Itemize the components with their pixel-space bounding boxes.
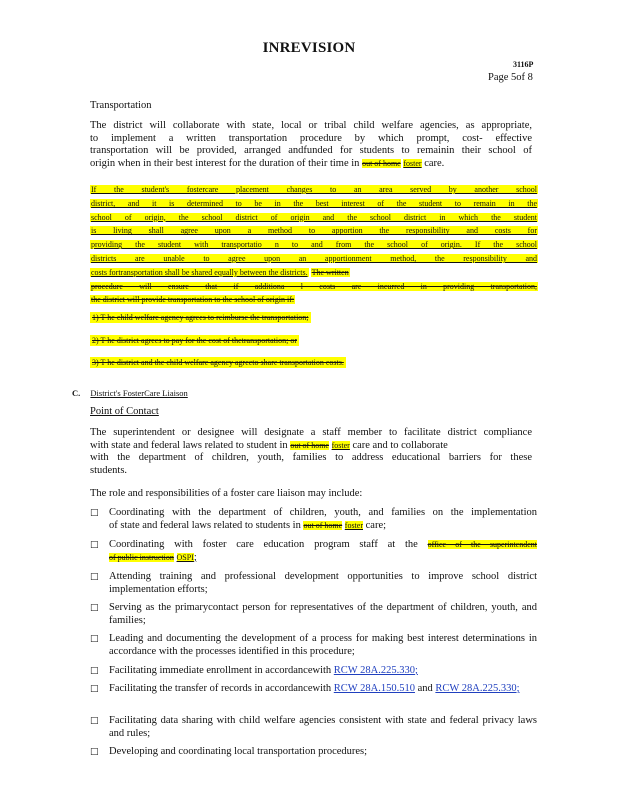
highlight-line: [90, 238, 538, 252]
struck-text: of public instruction: [109, 552, 174, 562]
struck-text: The written: [311, 267, 349, 277]
inserted-text: districts are unable to agree upon an apportionment method, the responsibility and: [91, 253, 537, 263]
text-run: ;: [516, 683, 520, 694]
checkbox-bullet-icon: □: [90, 603, 99, 613]
checkbox-bullet-icon: □: [90, 747, 99, 757]
text-run: care and to collaborate: [352, 439, 448, 451]
highlight-line: [90, 211, 538, 225]
highlight-line: [90, 197, 538, 211]
numbered-item: [90, 336, 299, 345]
text-run: care.: [424, 157, 445, 169]
list-item-text: [109, 507, 537, 532]
list-item-text: Leading and documenting the development of a process for making best interest determinations in accordance with the processes identified in this procedure;: [109, 633, 537, 657]
list-item: [90, 539, 538, 565]
section-label: C.: [72, 388, 81, 398]
checkbox-bullet-icon: □: [90, 508, 99, 518]
inserted-text: foster: [331, 440, 350, 450]
list-item-text: [109, 683, 537, 696]
numbered-item: [90, 358, 346, 367]
list-item-text: Facilitating data sharing with child welfare agencies consistent with state and federal privacy laws and rules;: [109, 715, 537, 739]
text-run: Coordinating with foster care education program staff at the: [109, 539, 418, 550]
list-item-text: [109, 539, 537, 564]
liaison-intro-paragraph: [90, 427, 532, 477]
transportation-heading: Transportation: [90, 100, 152, 111]
policy-code: 3116P: [513, 60, 534, 69]
paragraph-line: students.: [90, 464, 128, 476]
highlight-line: [90, 266, 538, 280]
checkbox-bullet-icon: □: [90, 716, 99, 726]
inserted-text: foster: [344, 520, 363, 530]
point-of-contact-heading: Point of Contact: [90, 406, 159, 417]
text-run: with state and federal laws related to student in: [90, 439, 288, 451]
paragraph-line: The superintendent or designee will designate a staff member to facilitate district compliance: [90, 427, 532, 438]
paragraph-line: transportation will be provided, arranged andfunded for students to remainin their school of: [90, 145, 532, 156]
inserted-text: is living shall agree upon a method to apportion the responsibility and costs for: [91, 226, 537, 236]
highlight-line: [90, 224, 538, 238]
page-count: 5of 8: [511, 72, 533, 83]
paragraph-line: The district will collaborate with state, local or tribal child welfare agencies, as appropriate,: [90, 120, 532, 131]
checkbox-bullet-icon: □: [90, 540, 99, 550]
paragraph-line: with the department of children, youth, families to address educational barriers for these: [90, 452, 532, 463]
section-title: District's FosterCare Liaison: [90, 388, 188, 398]
checkbox-bullet-icon: □: [90, 684, 99, 694]
inserted-text: providing the student with transportatio n to and from the school of origin. If the school: [91, 240, 537, 250]
text-run: Facilitating the transfer of records in accordancewith: [109, 683, 332, 694]
role-intro: The role and responsibilities of a foster care liaison may include:: [90, 488, 363, 499]
document-title: INREVISION: [262, 40, 356, 56]
struck-text: 3) T he district and the child welfare agency agreeto share transportation costs.: [92, 358, 344, 367]
text-run: care;: [365, 519, 387, 531]
rcw-link[interactable]: RCW 28A.150.510: [333, 683, 415, 694]
transportation-paragraph: [90, 120, 532, 170]
struck-text: out of home: [290, 440, 329, 450]
paragraph-line: to implement a written transportation procedure by which prompt, cost- effective: [90, 132, 532, 144]
highlight-line: [90, 183, 538, 197]
checkbox-bullet-icon: □: [90, 572, 99, 582]
page-number: [488, 72, 533, 83]
text-run: Coordinating with the department of children, youth, and families on the implementation: [109, 507, 537, 518]
section-c-heading: [72, 388, 188, 398]
list-item-text: Serving as the primarycontact person for representatives of the department of children, youth, and families;: [109, 602, 537, 626]
paragraph-line: [90, 158, 532, 171]
numbered-item: [90, 313, 311, 322]
struck-text: procedure will ensure that if additiona l costs are incurred in providing transportation,: [91, 281, 537, 291]
rcw-link[interactable]: RCW 28A.225.330: [333, 665, 415, 676]
list-item-text: Developing and coordinating local transportation procedures;: [109, 746, 368, 757]
list-item-text: [109, 665, 537, 678]
inserted-text: costs fortransportation shall be shared equally between the districts.: [91, 267, 308, 277]
highlight-line: [90, 252, 538, 266]
struck-text: 2) T he district agrees to pay for the cost of thetransportation; or: [92, 336, 297, 345]
text-run: of state and federal laws related to students in: [109, 519, 301, 531]
inserted-text: district, and it is determined to be in the best interest of the student to remain in the: [91, 198, 537, 208]
text-run: origin when in their best interest for the duration of their time in: [90, 157, 360, 169]
list-item-text: Attending training and professional development opportunities to improve school district implementation efforts;: [109, 571, 537, 595]
struck-text: 1) T he child welfare agency agrees to reimburse the transportation;: [92, 313, 309, 322]
struck-text: office of the superintendent: [427, 540, 538, 549]
struck-text: the district will provide transportation to the school of origin if:: [91, 295, 295, 305]
struck-text: out of home: [303, 520, 343, 530]
checkbox-bullet-icon: □: [90, 634, 99, 644]
highlight-line: [90, 280, 538, 294]
list-item: [90, 507, 538, 533]
rcw-link[interactable]: RCW 28A.225.330: [435, 683, 517, 694]
paragraph-line: [90, 440, 532, 453]
text-run: Facilitating immediate enrollment in accordancewith: [109, 665, 332, 676]
struck-text: out of home: [362, 158, 401, 168]
inserted-text: foster: [403, 158, 422, 168]
text-run: and: [417, 683, 433, 694]
inserted-text: OSPI: [176, 552, 194, 562]
inserted-paragraph: [90, 183, 538, 307]
inserted-text: school of origin, the school district of origin and the school district in which the student: [91, 212, 537, 222]
text-run: ;: [414, 665, 418, 676]
text-run: ;: [193, 551, 197, 563]
page-label: Page: [488, 72, 509, 83]
checkbox-bullet-icon: □: [90, 666, 99, 676]
highlight-line: [90, 293, 420, 307]
inserted-text: If the student's fostercare placement changes to an area served by another school: [91, 185, 537, 194]
